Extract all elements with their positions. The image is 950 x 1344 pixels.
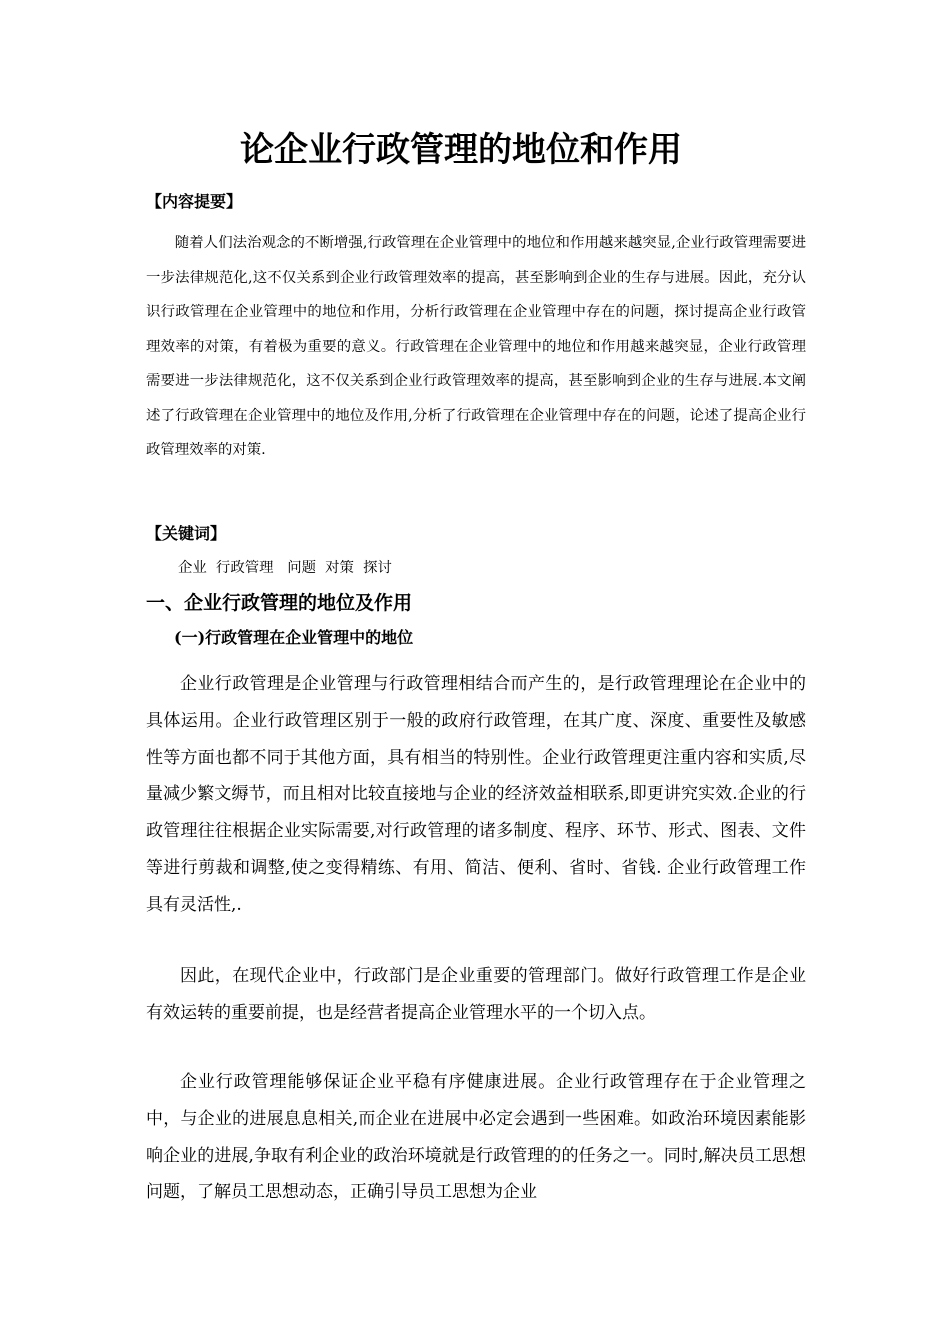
subsection-heading: (一)行政管理在企业管理中的地位 [174,628,414,647]
body-paragraph: 企业行政管理能够保证企业平稳有序健康进展。企业行政管理存在于企业管理之中，与企业的进展息息相关,而企业在进展中必定会遇到一些困难。如政治环境因素能影响企业的进展,争取有利企业的政治环境就是行政管理的的任务之一。同时,解决员工思想问题，了解员工思想动态，正确引导员工思想为企业 [146,1072,806,1203]
keywords-text: 企业 行政管理 问题 对策 探讨 [178,560,392,576]
body-paragraph: 企业行政管理是企业管理与行政管理相结合而产生的，是行政管理理论在企业中的具体运用。企业行政管理区别于一般的政府行政管理，在其广度、深度、重要性及敏感性等方面也都不同于其他方面，具有相当的特别性。企业行政管理更注重内容和实质,尽量减少繁文缛节，而且相对比较直接地与企业的经济效益相联系,即更讲究实效.企业的行政管理往往根据企业实际需要,对行政管理的诸多制度、程序、环节、形式、图表、文件等进行剪裁和调整,使之变得精练、有用、简洁、便利、省时、省钱. 企业行政管理工作具有灵活性,. [146,674,806,915]
document-title: 论企业行政管理的地位和作用 [240,130,682,170]
abstract-text: 随着人们法治观念的不断增强,行政管理在企业管理中的地位和作用越来越突显,企业行政管理需要进一步法律规范化,这不仅关系到企业行政管理效率的提高，甚至影响到企业的生存与进展。因此，充分认识行政管理在企业管理中的地位和作用，分析行政管理在企业管理中存在的问题，探讨提高企业行政管理效率的对策，有着极为重要的意义。行政管理在企业管理中的地位和作用越来越突显，企业行政管理需要进一步法律规范化，这不仅关系到企业行政管理效率的提高，甚至影响到企业的生存与进展.本文阐述了行政管理在企业管理中的地位及作用,分析了行政管理在企业管理中存在的问题，论述了提高企业行政管理效率的对策. [146,235,806,458]
section-heading: 一、企业行政管理的地位及作用 [146,592,413,614]
abstract-label: 【内容提要】 [146,192,243,211]
keywords-label: 【关键词】 [146,524,227,543]
body-paragraph: 因此，在现代企业中，行政部门是企业重要的管理部门。做好行政管理工作是企业有效运转的重要前提，也是经营者提高企业管理水平的一个切入点。 [146,966,806,1023]
